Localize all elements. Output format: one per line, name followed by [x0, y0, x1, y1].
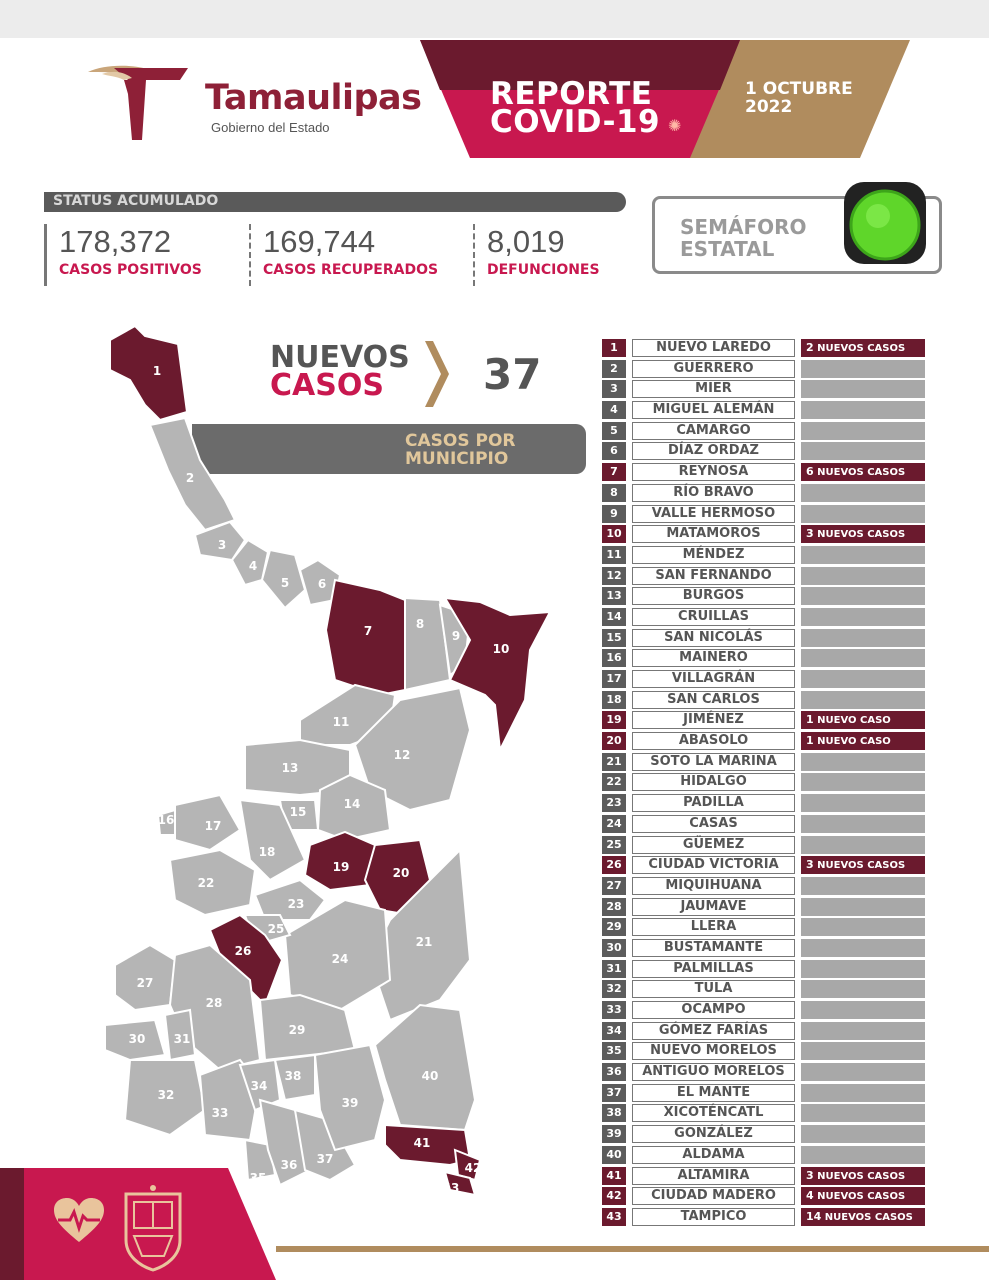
new-cases-count: 3 [806, 858, 814, 872]
tamaulipas-logo-icon [84, 64, 194, 144]
table-row [602, 835, 926, 856]
table-row [602, 1041, 926, 1062]
municipio-name: SAN CARLOS [632, 691, 795, 709]
svg-text:41: 41 [413, 1136, 431, 1150]
municipio-line2: MUNICIPIO [405, 449, 509, 469]
svg-text:36: 36 [280, 1158, 298, 1172]
municipio-number: 23 [602, 794, 626, 812]
semaforo-line2: ESTATAL [680, 237, 775, 261]
table-row [602, 1145, 926, 1166]
municipio-number: 3 [602, 380, 626, 398]
municipio-number: 16 [602, 649, 626, 667]
municipio-new-cases [801, 815, 925, 833]
municipio-number: 36 [602, 1063, 626, 1081]
footer-line [276, 1246, 989, 1252]
svg-text:43: 43 [442, 1181, 460, 1195]
brand-subtitle: Gobierno del Estado [211, 120, 330, 135]
report-title-line2: COVID-19 [490, 104, 661, 140]
report-date-line1: 1 OCTUBRE [745, 79, 853, 99]
coat-of-arms-icon [118, 1184, 188, 1272]
svg-text:40: 40 [421, 1069, 439, 1083]
report-date-line2: 2022 [745, 97, 793, 117]
municipio-name: HIDALGO [632, 773, 795, 791]
municipio-name: VALLE HERMOSO [632, 505, 795, 523]
svg-text:8: 8 [415, 617, 425, 631]
table-row [602, 876, 926, 897]
status-label: STATUS ACUMULADO [53, 193, 219, 209]
table-row [602, 1103, 926, 1124]
municipio-number: 30 [602, 939, 626, 957]
municipio-name: BUSTAMANTE [632, 939, 795, 957]
municipio-new-cases [801, 463, 925, 481]
table-row [602, 979, 926, 1000]
svg-text:34: 34 [250, 1079, 268, 1093]
stat-recuperados [249, 224, 438, 286]
svg-text:13: 13 [281, 761, 299, 775]
semaforo-label [680, 216, 807, 260]
municipio-number: 21 [602, 753, 626, 771]
svg-text:25: 25 [267, 922, 285, 936]
table-row [602, 731, 926, 752]
svg-text:31: 31 [173, 1032, 191, 1046]
municipio-name: TAMPICO [632, 1208, 795, 1226]
municipio-name: ANTIGUO MORELOS [632, 1063, 795, 1081]
municipio-number: 37 [602, 1084, 626, 1102]
svg-text:9: 9 [451, 629, 461, 643]
table-row [602, 752, 926, 773]
municipio-number: 8 [602, 484, 626, 502]
svg-text:3: 3 [217, 538, 227, 552]
municipio-name: NUEVO LAREDO [632, 339, 795, 357]
municipio-name: GONZÁLEZ [632, 1125, 795, 1143]
svg-text:18: 18 [258, 845, 276, 859]
municipio-number: 15 [602, 629, 626, 647]
municipio-new-cases [801, 505, 925, 523]
municipio-name: PADILLA [632, 794, 795, 812]
municipio-new-cases [801, 608, 925, 626]
stat-label: CASOS RECUPERADOS [263, 262, 439, 278]
new-cases-text: NUEVO CASO [817, 715, 891, 727]
svg-text:39: 39 [341, 1096, 359, 1110]
municipio-new-cases [801, 629, 925, 647]
municipio-new-cases [801, 380, 925, 398]
municipio-name: MIGUEL ALEMÁN [632, 401, 795, 419]
table-row [602, 669, 926, 690]
svg-text:4: 4 [248, 559, 258, 573]
table-row [602, 586, 926, 607]
svg-text:22: 22 [197, 876, 215, 890]
municipio-number: 18 [602, 691, 626, 709]
nuevos-line2: CASOS [270, 368, 384, 403]
municipio-new-cases [801, 794, 925, 812]
new-cases-count: 14 [806, 1209, 822, 1223]
table-row [602, 1186, 926, 1207]
municipio-number: 29 [602, 918, 626, 936]
municipio-number: 43 [602, 1208, 626, 1226]
municipio-name: REYNOSA [632, 463, 795, 481]
municipio-new-cases [801, 1146, 925, 1164]
table-row [602, 483, 926, 504]
table-row [602, 338, 926, 359]
municipio-number: 4 [602, 401, 626, 419]
municipio-number: 35 [602, 1042, 626, 1060]
municipio-number: 41 [602, 1167, 626, 1185]
municipio-number: 12 [602, 567, 626, 585]
table-row [602, 524, 926, 545]
tamaulipas-map [95, 320, 595, 1210]
table-row [602, 814, 926, 835]
svg-text:26: 26 [234, 944, 252, 958]
svg-text:23: 23 [287, 897, 305, 911]
svg-text:5: 5 [280, 576, 290, 590]
stat-value: 8,019 [487, 224, 565, 259]
municipio-name: CIUDAD MADERO [632, 1187, 795, 1205]
municipio-new-cases [801, 1167, 925, 1185]
municipio-new-cases [801, 1022, 925, 1040]
svg-text:7: 7 [363, 624, 373, 638]
municipio-new-cases [801, 773, 925, 791]
semaforo-line1: SEMÁFORO [680, 215, 807, 239]
map-region-40 [375, 1005, 475, 1130]
svg-text:27: 27 [136, 976, 154, 990]
municipio-new-cases [801, 732, 925, 750]
municipio-new-cases [801, 422, 925, 440]
municipio-new-cases [801, 360, 925, 378]
new-cases-text: NUEVOS CASOS [817, 343, 906, 354]
table-row [602, 897, 926, 918]
municipio-number: 19 [602, 711, 626, 729]
table-row [602, 462, 926, 483]
municipio-number: 5 [602, 422, 626, 440]
svg-text:10: 10 [492, 642, 510, 656]
table-row [602, 793, 926, 814]
new-cases-text: NUEVOS CASOS [817, 860, 906, 872]
municipio-new-cases [801, 960, 925, 978]
municipio-name: DÍAZ ORDAZ [632, 442, 795, 460]
table-row [602, 1207, 926, 1228]
heart-rate-icon [52, 1196, 106, 1246]
municipio-name: VILLAGRÁN [632, 670, 795, 688]
table-row [602, 504, 926, 525]
municipio-new-cases [801, 1042, 925, 1060]
municipio-number: 27 [602, 877, 626, 895]
municipio-number: 17 [602, 670, 626, 688]
municipio-name: ALDAMA [632, 1146, 795, 1164]
municipio-number: 39 [602, 1125, 626, 1143]
municipio-new-cases [801, 1187, 925, 1205]
municipio-new-cases [801, 980, 925, 998]
municipio-name: ALTAMIRA [632, 1167, 795, 1185]
table-row [602, 690, 926, 711]
svg-text:28: 28 [205, 996, 223, 1010]
sun-icon: ✺ [668, 116, 682, 135]
municipio-new-cases [801, 1084, 925, 1102]
table-row [602, 566, 926, 587]
table-row [602, 855, 926, 876]
svg-text:37: 37 [316, 1152, 334, 1166]
municipio-new-cases [801, 856, 925, 874]
municipio-number: 28 [602, 898, 626, 916]
municipio-line1: CASOS POR [405, 431, 516, 451]
municipio-name: GÓMEZ FARÍAS [632, 1022, 795, 1040]
municipio-number: 25 [602, 836, 626, 854]
municipio-number: 42 [602, 1187, 626, 1205]
municipio-name: CIUDAD VICTORIA [632, 856, 795, 874]
municipio-new-cases [801, 918, 925, 936]
municipio-new-cases [801, 339, 925, 357]
svg-text:32: 32 [157, 1088, 175, 1102]
report-date [745, 80, 853, 116]
svg-text:1: 1 [152, 364, 162, 378]
table-row [602, 400, 926, 421]
municipio-new-cases [801, 753, 925, 771]
municipio-new-cases [801, 1063, 925, 1081]
top-strip [0, 0, 989, 38]
municipio-number: 6 [602, 442, 626, 460]
municipio-new-cases [801, 587, 925, 605]
svg-text:11: 11 [332, 715, 350, 729]
table-row [602, 938, 926, 959]
municipio-name: NUEVO MORELOS [632, 1042, 795, 1060]
municipio-number: 33 [602, 1001, 626, 1019]
municipio-name: RÍO BRAVO [632, 484, 795, 502]
new-cases-text: NUEVO CASO [817, 736, 891, 748]
municipio-number: 9 [602, 505, 626, 523]
municipio-name: CASAS [632, 815, 795, 833]
municipio-new-cases [801, 1001, 925, 1019]
table-row [602, 379, 926, 400]
municipio-name: GUERRERO [632, 360, 795, 378]
municipio-number: 31 [602, 960, 626, 978]
stat-defunciones [473, 224, 600, 286]
svg-text:2: 2 [185, 471, 195, 485]
municipio-name: BURGOS [632, 587, 795, 605]
municipio-number: 13 [602, 587, 626, 605]
svg-text:42: 42 [464, 1161, 482, 1175]
municipio-new-cases [801, 401, 925, 419]
municipios-table [602, 338, 926, 1228]
new-cases-text: NUEVOS CASOS [817, 529, 906, 541]
new-cases-count: 4 [806, 1189, 814, 1203]
table-row [602, 710, 926, 731]
municipio-name: SOTO LA MARINA [632, 753, 795, 771]
table-row [602, 441, 926, 462]
nuevos-casos-value: 37 [483, 350, 542, 399]
svg-text:38: 38 [284, 1069, 302, 1083]
municipio-name: XICOTÉNCATL [632, 1104, 795, 1122]
municipio-new-cases [801, 649, 925, 667]
municipio-new-cases [801, 484, 925, 502]
municipio-new-cases [801, 711, 925, 729]
new-cases-text: NUEVOS CASOS [817, 1170, 906, 1182]
table-row [602, 917, 926, 938]
svg-text:20: 20 [392, 866, 410, 880]
table-row [602, 1083, 926, 1104]
municipio-number: 24 [602, 815, 626, 833]
table-row [602, 1000, 926, 1021]
municipio-name: OCAMPO [632, 1001, 795, 1019]
municipio-number: 14 [602, 608, 626, 626]
municipio-name: MIER [632, 380, 795, 398]
municipio-number: 10 [602, 525, 626, 543]
municipio-new-cases [801, 691, 925, 709]
stat-value: 178,372 [59, 224, 172, 259]
municipio-name: MÉNDEZ [632, 546, 795, 564]
table-row [602, 421, 926, 442]
report-title-line1: REPORTE [490, 76, 653, 112]
svg-text:16: 16 [157, 813, 175, 827]
map-region-1 [110, 326, 187, 420]
municipio-new-cases [801, 525, 925, 543]
stat-value: 169,744 [263, 224, 376, 259]
svg-text:21: 21 [415, 935, 433, 949]
table-row [602, 607, 926, 628]
municipio-new-cases [801, 567, 925, 585]
municipio-new-cases [801, 546, 925, 564]
municipio-name: SAN NICOLÁS [632, 629, 795, 647]
municipio-name: EL MANTE [632, 1084, 795, 1102]
table-row [602, 648, 926, 669]
new-cases-count: 1 [806, 734, 814, 748]
municipio-number: 40 [602, 1146, 626, 1164]
municipio-name: PALMILLAS [632, 960, 795, 978]
brand-name: Tamaulipas [205, 78, 422, 118]
municipio-name: ABASOLO [632, 732, 795, 750]
table-row [602, 1166, 926, 1187]
municipio-new-cases [801, 1104, 925, 1122]
new-cases-count: 2 [806, 341, 814, 354]
municipio-number: 2 [602, 360, 626, 378]
table-row [602, 545, 926, 566]
municipio-number: 11 [602, 546, 626, 564]
table-row [602, 359, 926, 380]
stat-positivos [44, 224, 202, 286]
stat-label: CASOS POSITIVOS [59, 262, 202, 278]
municipio-number: 20 [602, 732, 626, 750]
new-cases-text: NUEVOS CASOS [817, 467, 906, 479]
stat-label: DEFUNCIONES [487, 262, 600, 278]
new-cases-count: 1 [806, 713, 814, 727]
municipio-name: CAMARGO [632, 422, 795, 440]
municipio-new-cases [801, 442, 925, 460]
svg-text:12: 12 [393, 748, 411, 762]
table-row [602, 772, 926, 793]
svg-text:6: 6 [317, 577, 327, 591]
municipio-new-cases [801, 670, 925, 688]
table-row [602, 1062, 926, 1083]
svg-text:24: 24 [331, 952, 349, 966]
report-title [490, 76, 680, 140]
municipio-number: 7 [602, 463, 626, 481]
municipio-name: JIMÉNEZ [632, 711, 795, 729]
municipio-name: MATAMOROS [632, 525, 795, 543]
municipio-new-cases [801, 836, 925, 854]
municipio-number: 38 [602, 1104, 626, 1122]
municipio-new-cases [801, 877, 925, 895]
svg-text:30: 30 [128, 1032, 146, 1046]
svg-text:29: 29 [288, 1023, 306, 1037]
municipio-number: 34 [602, 1022, 626, 1040]
svg-text:35: 35 [249, 1171, 267, 1185]
new-cases-text: NUEVOS CASOS [824, 1211, 913, 1223]
municipio-name: MAINERO [632, 649, 795, 667]
municipio-new-cases [801, 939, 925, 957]
municipio-name: CRUILLAS [632, 608, 795, 626]
municipio-new-cases [801, 1125, 925, 1143]
svg-text:33: 33 [211, 1106, 229, 1120]
municipio-number: 26 [602, 856, 626, 874]
municipio-name: LLERA [632, 918, 795, 936]
new-cases-count: 6 [806, 465, 814, 479]
municipio-name: TULA [632, 980, 795, 998]
municipio-name: GÜEMEZ [632, 836, 795, 854]
municipio-new-cases [801, 1208, 925, 1226]
new-cases-count: 3 [806, 527, 814, 541]
municipio-new-cases [801, 898, 925, 916]
svg-text:15: 15 [289, 805, 307, 819]
svg-text:14: 14 [343, 797, 361, 811]
table-row [602, 1021, 926, 1042]
svg-text:19: 19 [332, 860, 350, 874]
table-row [602, 628, 926, 649]
municipio-name: MIQUIHUANA [632, 877, 795, 895]
table-row [602, 1124, 926, 1145]
new-cases-text: NUEVOS CASOS [817, 1191, 906, 1203]
table-row [602, 959, 926, 980]
municipio-number: 32 [602, 980, 626, 998]
nuevos-line1: NUEVOS [270, 340, 410, 375]
municipio-number: 1 [602, 339, 626, 357]
new-cases-count: 3 [806, 1168, 814, 1182]
svg-text:17: 17 [204, 819, 222, 833]
municipio-name: JAUMAVE [632, 898, 795, 916]
traffic-light-icon [842, 180, 928, 266]
municipio-number: 22 [602, 773, 626, 791]
municipio-name: SAN FERNANDO [632, 567, 795, 585]
